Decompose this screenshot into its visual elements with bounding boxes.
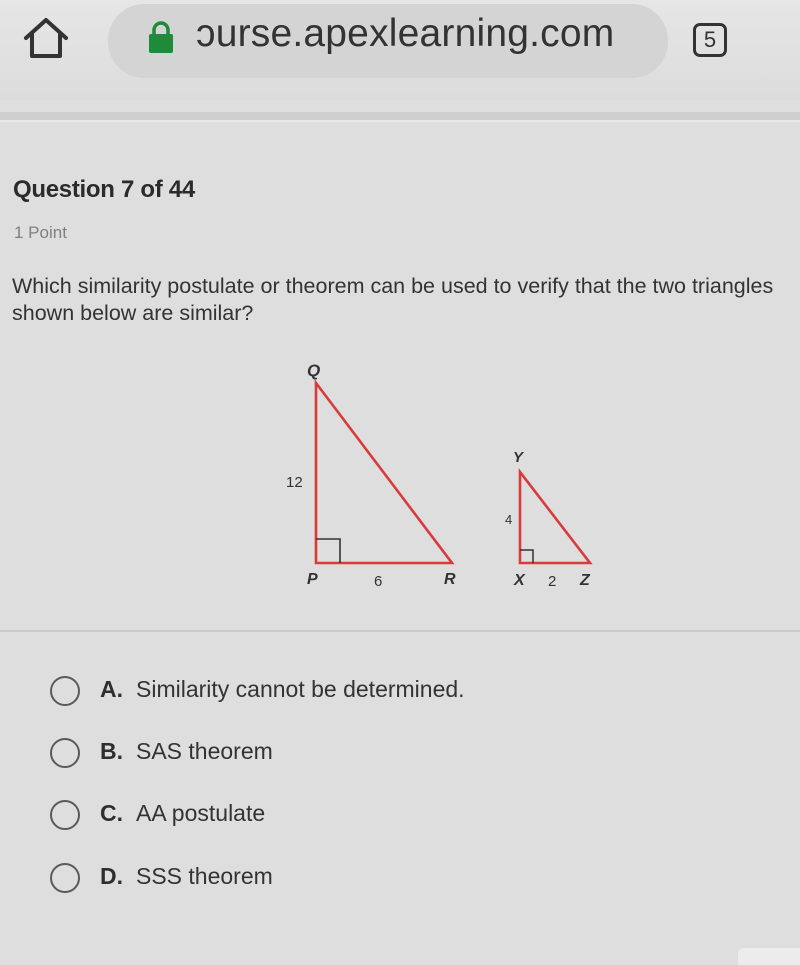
home-icon[interactable]: [18, 14, 74, 62]
choice-b[interactable]: [50, 736, 750, 770]
vertex-label-q: Q: [307, 361, 321, 380]
choice-b-letter: B.: [100, 738, 123, 764]
triangle-qpr-outline: [316, 383, 452, 563]
right-angle-mark-x: [520, 550, 533, 563]
triangle-qpr: [286, 361, 456, 590]
toolbar-divider-highlight: [0, 120, 800, 122]
question-number: Question 7 of 44: [13, 176, 195, 203]
tab-count-button[interactable]: 5: [693, 23, 727, 57]
choice-a[interactable]: [50, 674, 750, 708]
choice-d-text[interactable]: SSS theorem: [136, 863, 273, 889]
radio-c[interactable]: [50, 800, 80, 830]
question-points: 1 Point: [14, 223, 67, 242]
vertex-label-z: Z: [580, 572, 590, 589]
right-angle-mark-p: [316, 539, 340, 563]
choice-d[interactable]: [50, 861, 750, 895]
vertex-label-y: Y: [513, 449, 524, 466]
page-corner-widget: [738, 948, 800, 965]
vertex-label-r: R: [444, 571, 456, 588]
url-text[interactable]: ɔurse.apexlearning.com: [196, 12, 615, 55]
choice-a-letter: A.: [100, 676, 123, 702]
choice-c-letter: C.: [100, 800, 123, 826]
lock-icon: [146, 20, 176, 54]
vertex-label-p: P: [307, 571, 318, 588]
choice-c-text[interactable]: AA postulate: [136, 800, 266, 826]
triangle-yxz-outline: [520, 472, 590, 563]
side-label-yx: 4: [505, 512, 513, 527]
side-label-xz: 2: [548, 573, 557, 590]
choice-a-text[interactable]: Similarity cannot be determined.: [136, 676, 465, 702]
choice-b-text[interactable]: SAS theorem: [136, 738, 273, 764]
content-divider: [0, 630, 800, 632]
choice-c[interactable]: [50, 798, 750, 832]
radio-a[interactable]: [50, 676, 80, 706]
browser-toolbar: [0, 0, 800, 100]
side-label-pr: 6: [374, 573, 383, 590]
radio-b[interactable]: [50, 738, 80, 768]
triangle-yxz: [505, 449, 591, 590]
vertex-label-x: X: [514, 572, 525, 589]
question-text: Which similarity postulate or theorem can be used to verify that the two triangles shown below are similar?: [12, 274, 774, 325]
toolbar-divider: [0, 112, 800, 120]
choice-d-letter: D.: [100, 863, 123, 889]
side-label-qp: 12: [286, 474, 303, 491]
radio-d[interactable]: [50, 863, 80, 893]
